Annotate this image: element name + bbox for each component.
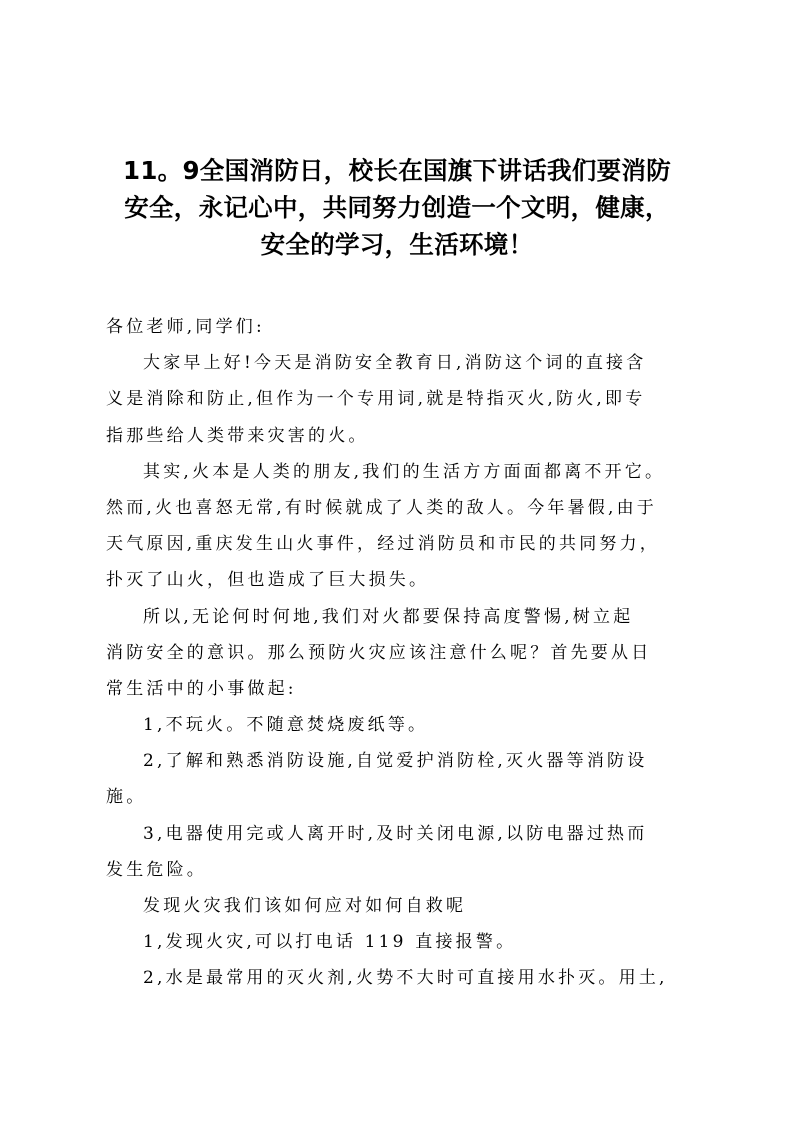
paragraph-line: 1,发现火灾,可以打电话 119 直接报警。: [143, 932, 517, 953]
document-body: [106, 309, 691, 997]
title-line: 11。9全国消防日，校长在国旗下讲话我们要消防: [122, 156, 672, 185]
paragraph-line: 3,电器使用完或人离开时,及时关闭电源,以防电器过热而: [143, 823, 648, 844]
paragraph-line: 消防安全的意识。那么预防火灾应该注意什么呢？首先要从日: [106, 642, 652, 663]
paragraph-line: 所以,无论何时何地,我们对火都要保持高度警惕,树立起: [143, 606, 634, 627]
paragraph-line: 施。: [106, 787, 147, 808]
paragraph-line: 2,水是最常用的灭火剂,火势不大时可直接用水扑灭。用土,: [143, 968, 668, 989]
paragraph-line: 2,了解和熟悉消防设施,自觉爱护消防栓,灭火器等消防设: [143, 751, 648, 772]
paragraph-line: 指那些给人类带来灾害的火。: [106, 425, 369, 446]
document-title: [100, 152, 694, 263]
title-line: 安全，永记心中，共同努力创造一个文明，健康，: [124, 193, 670, 222]
paragraph-line: 然而,火也喜怒无常,有时候就成了人类的敌人。今年暑假,由于: [106, 497, 658, 518]
salutation: 各位老师,同学们:: [106, 317, 265, 337]
paragraph-line: 大家早上好!今天是消防安全教育日,消防这个词的直接含: [143, 353, 647, 374]
paragraph-line: 发现火灾我们该如何应对如何自救呢: [143, 896, 467, 916]
paragraph-line: 其实,火本是人类的朋友,我们的生活方方面面都离不开它。: [143, 461, 666, 482]
paragraph-line: 1,不玩火。不随意焚烧废纸等。: [143, 715, 429, 736]
title-line: 安全的学习，生活环境！: [260, 230, 534, 259]
paragraph-line: 常生活中的小事做起:: [106, 678, 297, 699]
paragraph-line: 义是消除和防止,但作为一个专用词,就是特指灭火,防火,即专: [106, 389, 646, 410]
paragraph-line: 扑灭了山火，但也造成了巨大损失。: [106, 570, 430, 591]
paragraph-line: 发生危险。: [106, 859, 207, 880]
body-lines: [106, 345, 691, 996]
paragraph-line: 天气原因,重庆发生山火事件，经过消防员和市民的共同努力，: [106, 534, 661, 555]
